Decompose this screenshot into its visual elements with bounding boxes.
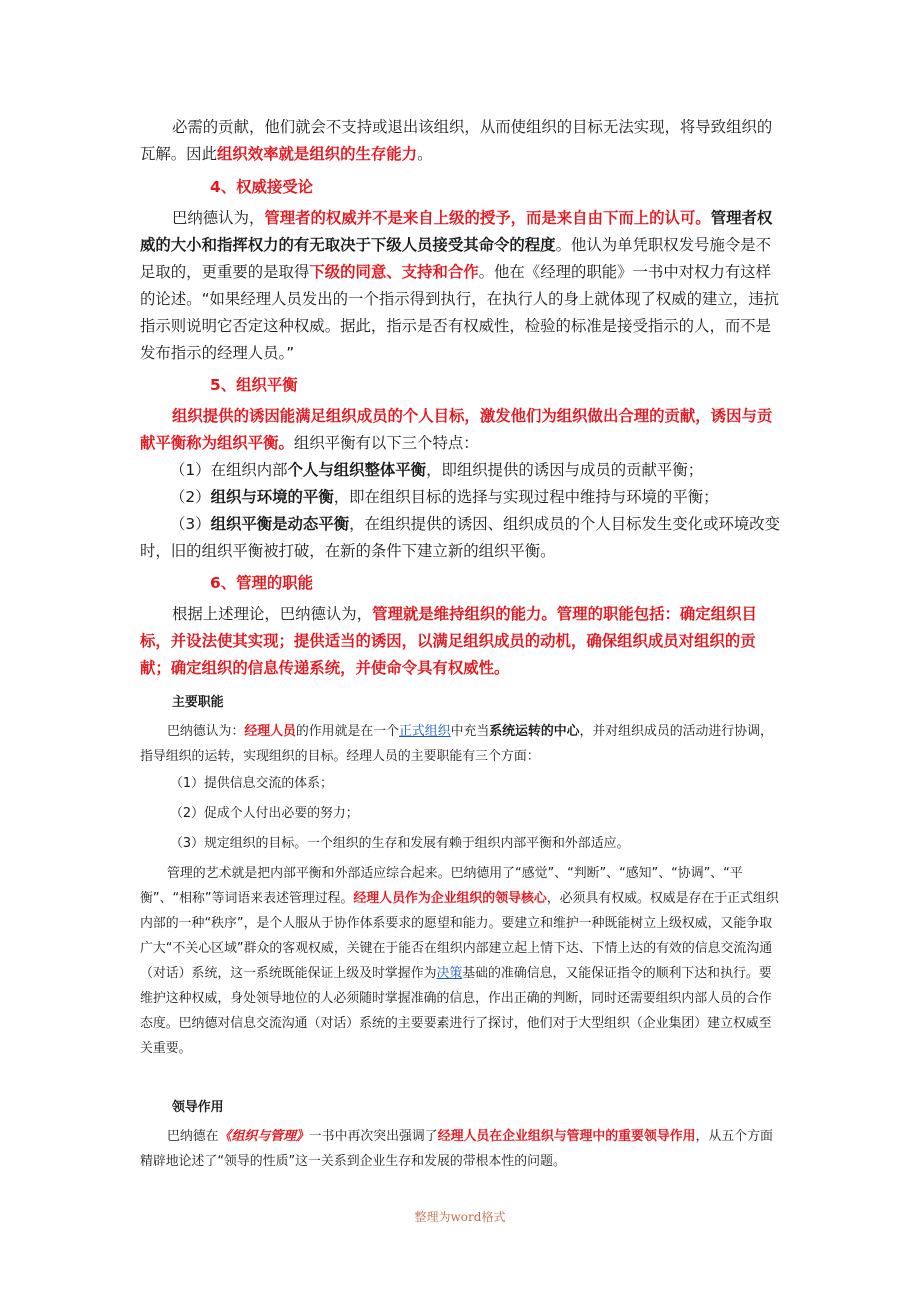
list-item: （1）在组织内部个人与组织整体平衡，即组织提供的诱因与成员的贡献平衡； [170,461,704,479]
paragraph-functions: 根据上述理论，巴纳德认为，管理就是维持组织的能力。管理的职能包括：确定组织目标，并设法使其实现；提供适当的诱因，以满足组织成员的动机，确保组织成员对组织的贡献；确定组织的信息传递系统，并使命令具有权威性。 [140,605,757,677]
link-formal-organization[interactable]: 正式组织 [399,724,451,739]
footer-watermark: 整理为word格式 [414,1210,506,1224]
paragraph-authority: 巴纳德认为，管理者的权威并不是来自上级的授予，而是来自由下而上的认可。管理者权威的大小和指挥权力的有无取决于下级人员接受其命令的程度。他认为单凭职权发号施令是不足取的，更重要的是取得下级的同意、支持和合作。他在《经理的职能》一书中对权力有这样的论述。“如果经理人员发出的一个指示得到执行，在执行人的身上就体现了权威的建立，违抗指示则说明它否定这种权威。据此，指示是否有权威性，检验的标准是接受指示的人，而不是发布指示的经理人员。” [140,209,779,362]
paragraph-executive-role: 巴纳德认为：经理人员的作用就是在一个正式组织中充当系统运转的中心，并对组织成员的活动进行协调，指导组织的运转，实现组织的目标。经理人员的主要职能有三个方面： [140,724,773,764]
heading-authority-acceptance: 4、权威接受论 [210,178,314,196]
list-item: （2）组织与环境的平衡，即在组织目标的选择与实现过程中维持与环境的平衡； [170,488,719,506]
section-title-leadership: 领导作用 [172,1100,224,1115]
list-item: （3）规定组织的目标。一个组织的生存和发展有赖于组织内部平衡和外部适应。 [170,836,630,851]
heading-management-functions: 6、管理的职能 [210,574,314,592]
paragraph-efficiency: 必需的贡献，他们就会不支持或退出该组织，从而使组织的目标无法实现，将导致组织的瓦解。因此组织效率就是组织的生存能力。 [140,118,773,163]
paragraph-leadership: 巴纳德在《组织与管理》一书中再次突出强调了经理人员在企业组织与管理中的重要领导作用，从五个方面精辟地论述了“领导的性质”这一关系到企业生存和发展的带根本性的问题。 [140,1129,773,1169]
link-decision[interactable]: 决策 [436,966,463,981]
document-body [140,112,782,1174]
list-item: （1）提供信息交流的体系； [170,776,333,791]
paragraph-balance: 组织提供的诱因能满足组织成员的个人目标，激发他们为组织做出合理的贡献，诱因与贡献平衡称为组织平衡。组织平衡有以下三个特点： [140,407,773,452]
heading-org-balance: 5、组织平衡 [210,376,298,394]
paragraph-management-art: 管理的艺术就是把内部平衡和外部适应综合起来。巴纳德用了“感觉”、“判断”、“感知”、“协调”、“平衡”、“相称”等词语来表述管理过程。经理人员作为企业组织的领导核心，必须具有权威。权威是存在于正式组织内部的一种“秩序”，是个人服从于协作体系要求的愿望和能力。要建立和维护一种既能树立上级权威，又能争取广大“不关心区域”群众的客观权威，关键在于能否在组织内部建立起上情下达、下情上达的有效的信息交流沟通（对话）系统，这一系统既能保证上级及时掌握作为决策基础的准确信息，又能保证指令的顺利下达和执行。要维护这种权威，身处领导地位的人必须随时掌握准确的信息，作出正确的判断，同时还需要组织内部人员的合作态度。巴纳德对信息交流沟通（对话）系统的主要要素进行了探讨，他们对于大型组织（企业集团）建立权威至关重要。 [140,866,779,1056]
section-title-main-duties: 主要职能 [172,695,224,710]
list-item: （3）组织平衡是动态平衡，在组织提供的诱因、组织成员的个人目标发生变化或环境改变时，旧的组织平衡被打破，在新的条件下建立新的组织平衡。 [140,515,781,560]
highlight-efficiency: 组织效率就是组织的生存能力 [216,145,418,163]
list-item: （2）促成个人付出必要的努力； [170,806,359,821]
